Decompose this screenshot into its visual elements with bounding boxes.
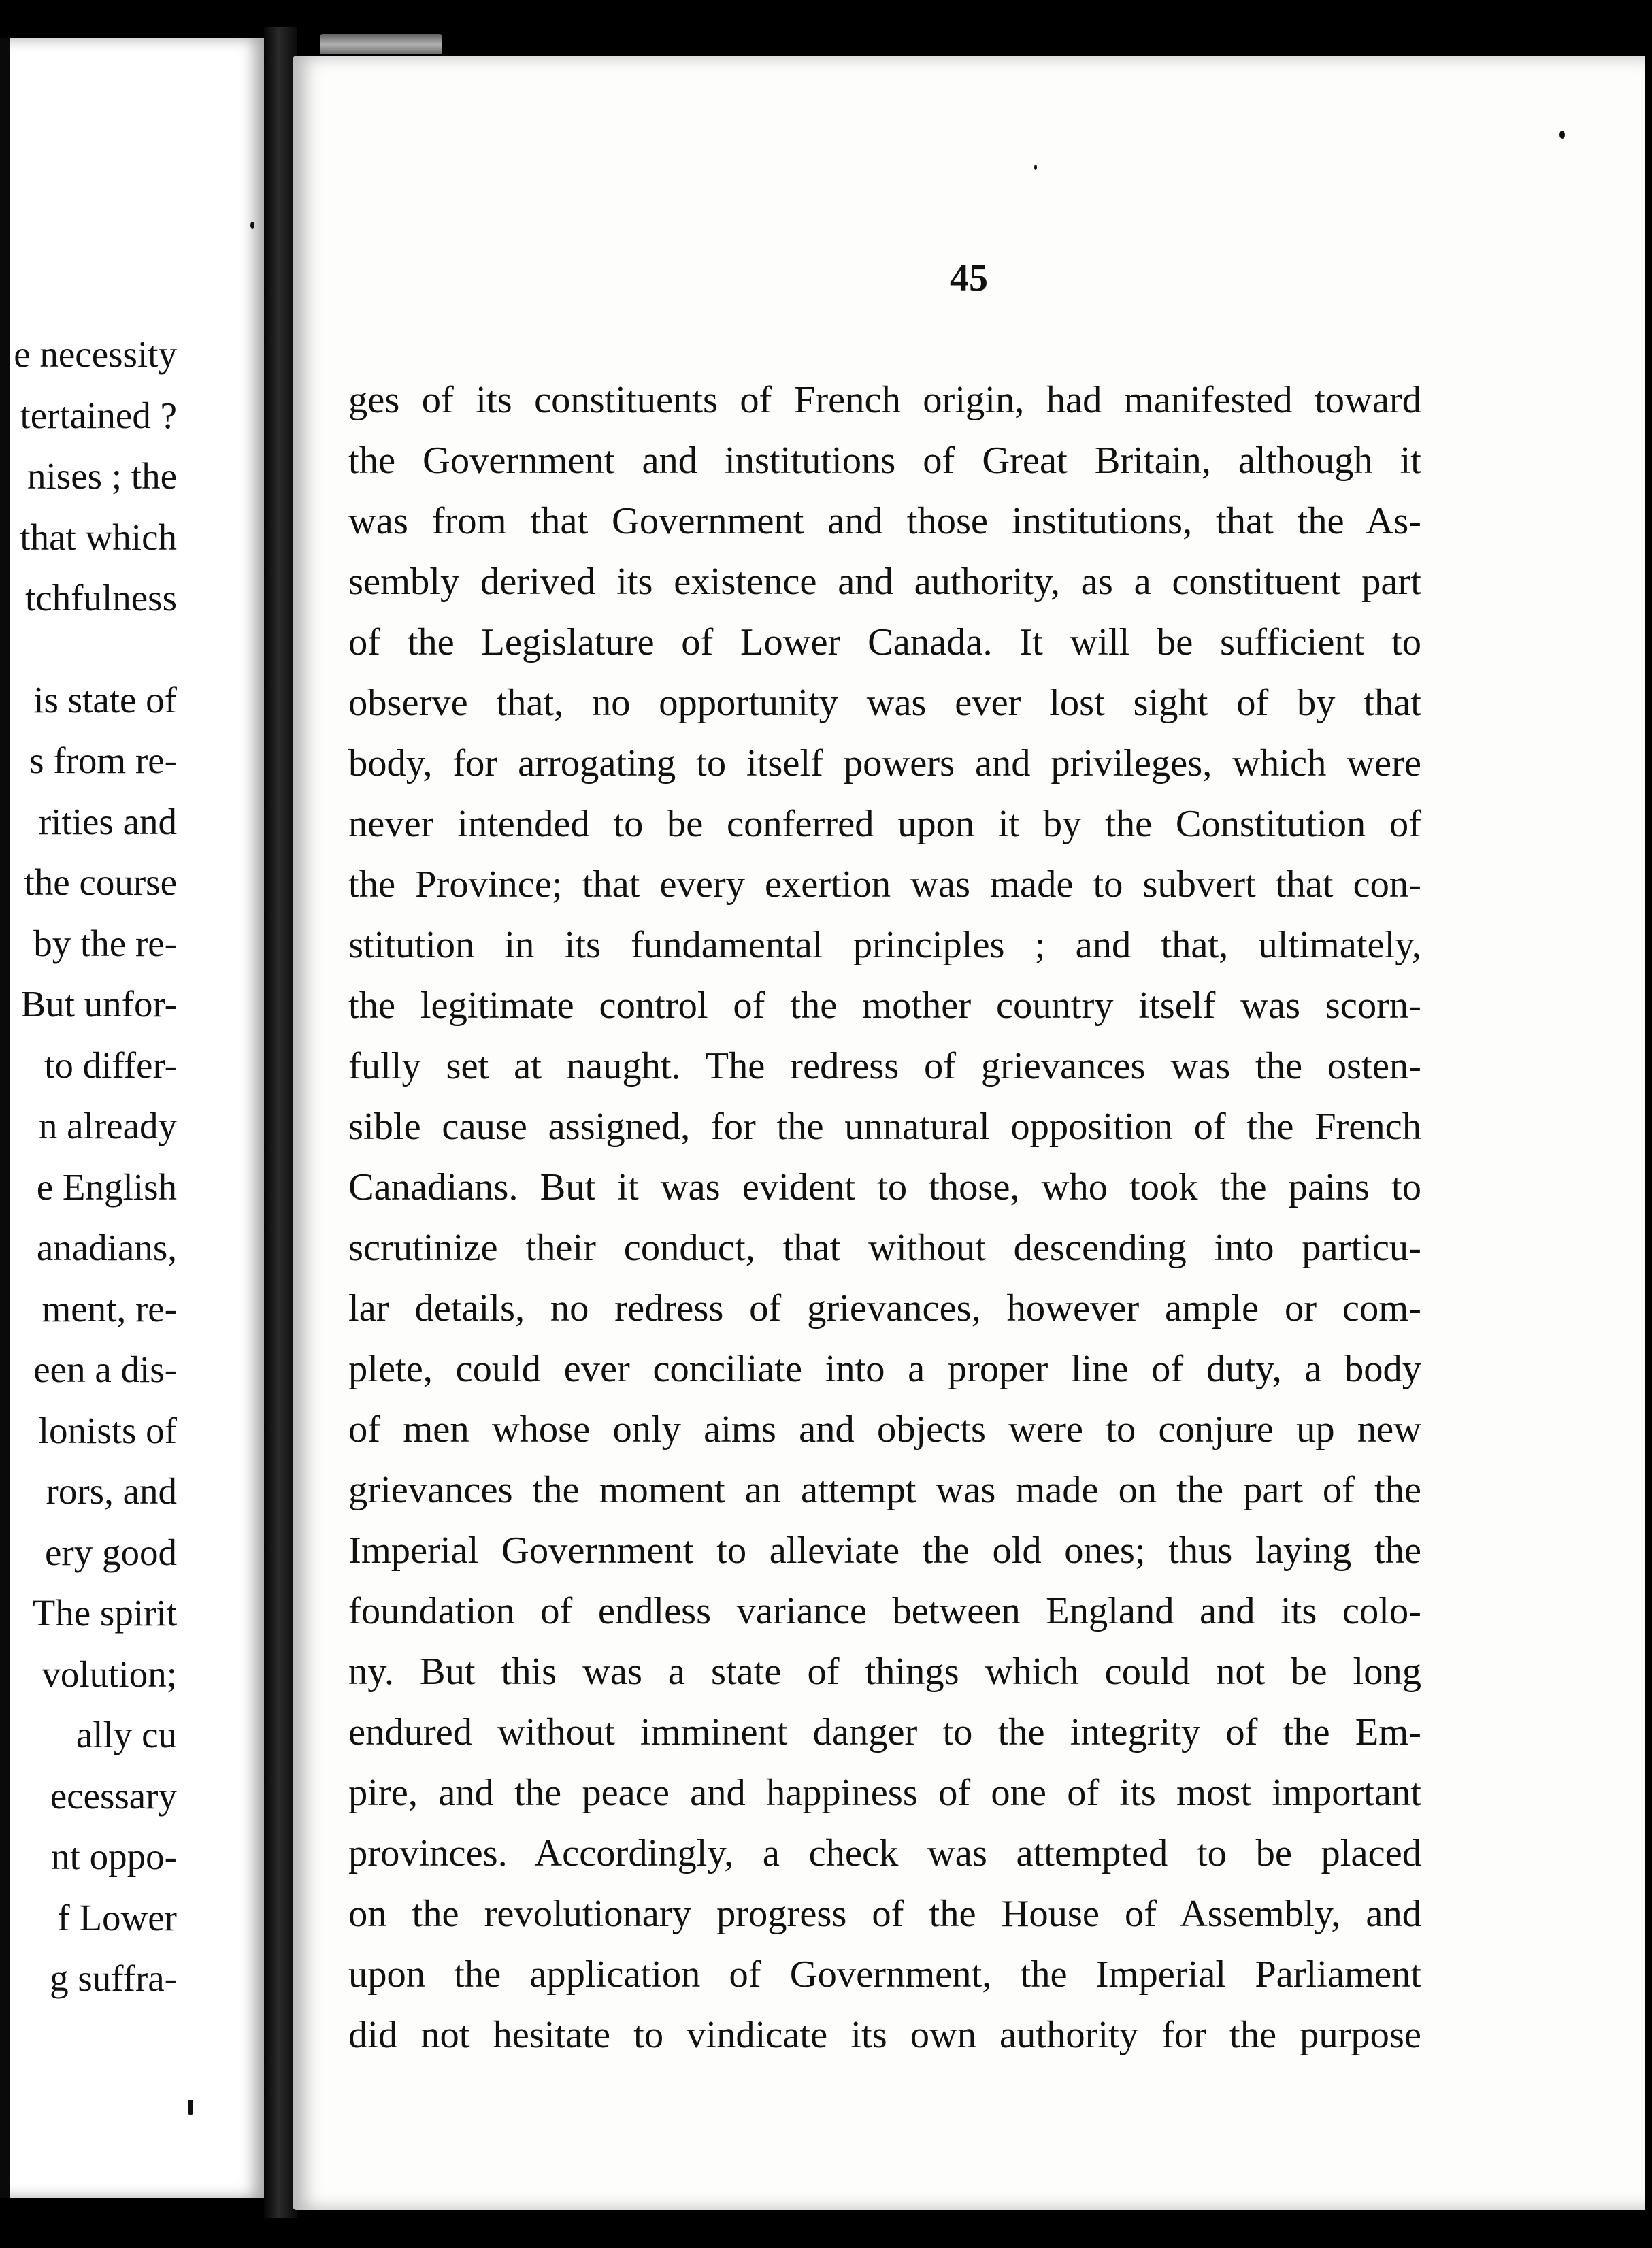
text-line: upon the application of Government, the Imperial Parliament xyxy=(348,1953,1421,1996)
text-line: ges of its constituents of French origin, had manifested toward xyxy=(348,379,1421,421)
previous-page-line: een a dis- xyxy=(33,1349,177,1390)
previous-page-line: lonists of xyxy=(38,1409,177,1451)
previous-page-line: ecessary xyxy=(50,1774,177,1817)
text-line: fully set at naught. The redress of grievances was the osten- xyxy=(348,1045,1421,1087)
previous-page-line: But unfor- xyxy=(20,983,177,1025)
text-line: endured without imminent danger to the integrity of the Em- xyxy=(348,1711,1421,1753)
previous-page-line: is state of xyxy=(33,678,177,721)
text-line: the Province; that every exertion was made to subvert that con- xyxy=(348,863,1421,906)
previous-page-line: e English xyxy=(36,1166,177,1208)
text-line: sembly derived its existence and authority, as a constituent part xyxy=(348,561,1421,603)
previous-page-line: nt oppo- xyxy=(51,1836,177,1877)
text-line: ny. But this was a state of things which could not be long xyxy=(348,1651,1421,1693)
previous-page-line: ery good xyxy=(45,1531,177,1573)
ink-speck xyxy=(250,222,254,229)
page-body-text xyxy=(348,370,1421,2066)
text-line: lar details, no redress of grievances, however ample or com- xyxy=(348,1287,1421,1329)
text-line: plete, could ever conciliate into a proper line of duty, a body xyxy=(348,1348,1421,1390)
current-page xyxy=(293,56,1645,2210)
ink-speck xyxy=(188,2100,193,2115)
previous-page-line: tchfulness xyxy=(24,577,177,618)
previous-page-line: rities and xyxy=(38,800,177,842)
previous-page-line: the course xyxy=(24,861,177,903)
previous-page-line: nises ; the xyxy=(27,455,177,497)
previous-page-line: s from re- xyxy=(29,740,177,781)
previous-page-line: volution; xyxy=(42,1653,177,1695)
binding-strip xyxy=(320,34,442,54)
text-line: of men whose only aims and objects were to conjure up new xyxy=(348,1408,1421,1451)
text-line: the Government and institutions of Great Britain, although it xyxy=(348,440,1421,482)
previous-page-line: anadians, xyxy=(36,1227,177,1268)
ink-speck xyxy=(1034,165,1037,170)
text-line: sible cause assigned, for the unnatural opposition of the French xyxy=(348,1106,1421,1148)
text-line: was from that Government and those institutions, that the As- xyxy=(348,500,1421,542)
previous-page-line: n already xyxy=(38,1105,177,1146)
text-line: stitution in its fundamental principles ; and that, ultimately, xyxy=(348,924,1421,966)
previous-page-line: ment, re- xyxy=(42,1287,177,1329)
text-line: did not hesitate to vindicate its own authority for the purpose xyxy=(348,2014,1421,2056)
previous-page-line: to differ- xyxy=(44,1044,177,1086)
text-line: pire, and the peace and happiness of one of its most important xyxy=(348,1772,1421,1814)
previous-page-line: by the re- xyxy=(33,922,177,964)
previous-page-line xyxy=(0,629,177,670)
previous-page-line: f Lower xyxy=(57,1896,177,1938)
text-line: of the Legislature of Lower Canada. It will be sufficient to xyxy=(348,621,1421,663)
page-number: 45 xyxy=(950,257,988,299)
text-line: the legitimate control of the mother country itself was scorn- xyxy=(348,985,1421,1027)
previous-page-line: e necessity xyxy=(14,333,177,375)
previous-page xyxy=(0,38,268,2198)
previous-page-line: that which xyxy=(20,516,177,558)
text-line: grievances the moment an attempt was made on the part of the xyxy=(348,1469,1421,1511)
text-line: Imperial Government to alleviate the old ones; thus laying the xyxy=(348,1530,1421,1572)
text-line: scrutinize their conduct, that without descending into particu- xyxy=(348,1227,1421,1269)
text-line: body, for arrogating to itself powers and privileges, which were xyxy=(348,742,1421,784)
previous-page-line: ally cu xyxy=(76,1714,177,1755)
text-line: foundation of endless variance between England and its colo- xyxy=(348,1590,1421,1632)
text-line: on the revolutionary progress of the House of Assembly, and xyxy=(348,1893,1421,1935)
text-line: Canadians. But it was evident to those, who took the pains to xyxy=(348,1166,1421,1208)
text-line: observe that, no opportunity was ever lost sight of by that xyxy=(348,682,1421,724)
text-line: provinces. Accordingly, a check was attempted to be placed xyxy=(348,1832,1421,1874)
text-line: never intended to be conferred upon it by the Constitution of xyxy=(348,803,1421,845)
previous-page-line: g suffra- xyxy=(50,1957,177,1999)
book-gutter xyxy=(264,27,297,2218)
ink-speck xyxy=(1559,131,1565,139)
previous-page-text xyxy=(0,324,177,2009)
previous-page-line: tertained ? xyxy=(20,394,177,436)
previous-page-line: The spirit xyxy=(32,1592,177,1634)
previous-page-line: rors, and xyxy=(46,1470,177,1512)
